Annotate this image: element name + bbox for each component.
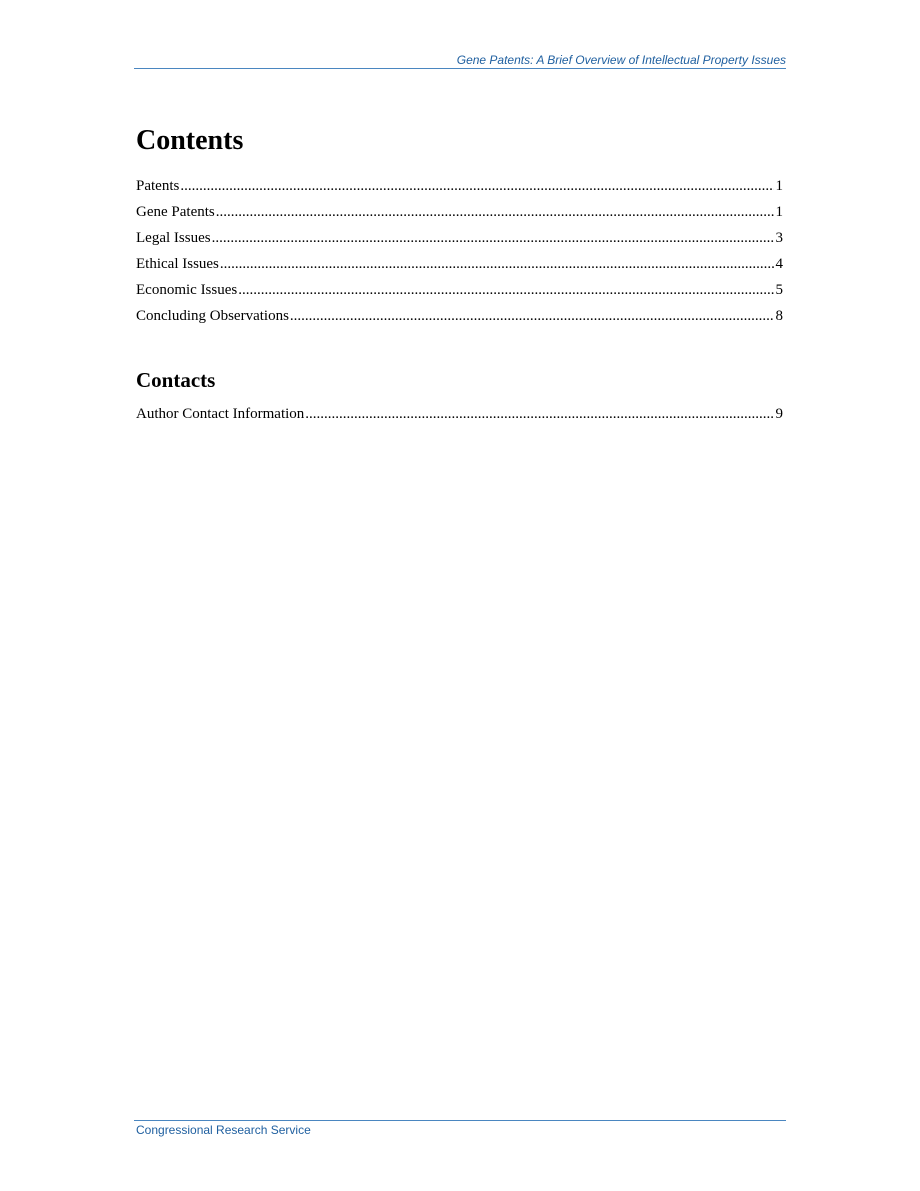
toc-entry-ethical-issues[interactable]	[136, 254, 783, 280]
toc-entry-title: Concluding Observations	[136, 308, 289, 324]
toc-dot-leader	[212, 228, 774, 248]
toc-dot-leader	[305, 404, 773, 424]
toc-entry-title: Economic Issues	[136, 282, 238, 298]
toc-entry-legal-issues[interactable]	[136, 228, 783, 254]
toc-entry-economic-issues[interactable]	[136, 280, 783, 306]
contacts-heading: Contacts	[136, 368, 216, 392]
header-divider	[134, 68, 786, 69]
toc-entry-title: Ethical Issues	[136, 256, 219, 272]
toc-entry-page: 3	[775, 230, 783, 246]
toc-entry-page: 1	[775, 178, 783, 194]
toc-dot-leader	[220, 254, 774, 274]
toc-entry-page: 5	[775, 282, 783, 298]
toc-entry-title: Patents	[136, 178, 180, 194]
toc-entry-author-contact-information[interactable]	[136, 404, 783, 430]
contacts-list	[136, 404, 783, 430]
toc-entry-patents[interactable]	[136, 176, 783, 202]
toc-entry-title: Author Contact Information	[136, 406, 305, 422]
toc-entry-page: 1	[775, 204, 783, 220]
toc-dot-leader	[180, 176, 773, 196]
footer-label: Congressional Research Service	[136, 1123, 311, 1137]
contents-list	[136, 176, 783, 332]
toc-entry-gene-patents[interactable]	[136, 202, 783, 228]
toc-entry-title: Gene Patents	[136, 204, 215, 220]
toc-entry-concluding-observations[interactable]	[136, 306, 783, 332]
contents-heading: Contents	[136, 125, 244, 156]
toc-entry-title: Legal Issues	[136, 230, 211, 246]
toc-dot-leader	[238, 280, 773, 300]
toc-dot-leader	[216, 202, 774, 222]
toc-entry-page: 9	[775, 406, 783, 422]
toc-dot-leader	[290, 306, 774, 326]
running-header-title: Gene Patents: A Brief Overview of Intellectual Property Issues	[456, 53, 786, 67]
toc-entry-page: 8	[775, 308, 783, 324]
toc-entry-page: 4	[775, 256, 783, 272]
footer-divider	[134, 1120, 786, 1121]
